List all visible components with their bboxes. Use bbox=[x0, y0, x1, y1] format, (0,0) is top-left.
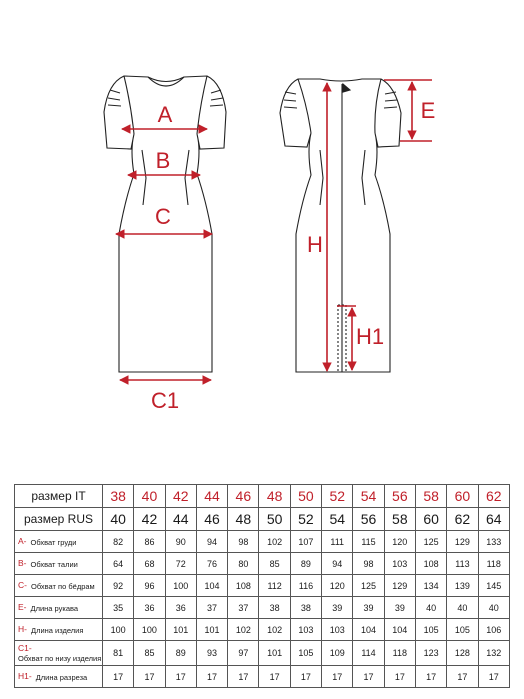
size-it-cell: 52 bbox=[322, 485, 353, 508]
measurement-value: 103 bbox=[322, 619, 353, 641]
measurement-value: 105 bbox=[447, 619, 478, 641]
measurement-label bbox=[15, 619, 103, 641]
measurement-value: 80 bbox=[228, 553, 259, 575]
measurement-value: 103 bbox=[290, 619, 321, 641]
size-it-cell: 54 bbox=[353, 485, 384, 508]
measurement-value: 112 bbox=[259, 575, 290, 597]
measurement-value: 38 bbox=[259, 597, 290, 619]
measurement-code: H- bbox=[18, 624, 27, 635]
size-rus-cell: 52 bbox=[290, 508, 321, 531]
size-it-cell: 58 bbox=[415, 485, 446, 508]
measurement-value: 145 bbox=[478, 575, 509, 597]
measurement-name: Длина рукава bbox=[30, 603, 79, 613]
measurement-value: 94 bbox=[196, 531, 227, 553]
sleeve-seam-left bbox=[298, 79, 311, 133]
size-row-it bbox=[15, 485, 510, 508]
measurement-value: 104 bbox=[353, 619, 384, 641]
measurement-value: 107 bbox=[290, 531, 321, 553]
measurement-value: 100 bbox=[103, 619, 134, 641]
measurement-value: 40 bbox=[478, 597, 509, 619]
measurement-value: 120 bbox=[322, 575, 353, 597]
measurement-value: 17 bbox=[228, 666, 259, 688]
size-rus-cell: 46 bbox=[196, 508, 227, 531]
measurement-value: 39 bbox=[322, 597, 353, 619]
measurement-value: 102 bbox=[259, 531, 290, 553]
label-h: H bbox=[307, 232, 323, 257]
size-rus-cell: 40 bbox=[103, 508, 134, 531]
measurement-value: 72 bbox=[165, 553, 196, 575]
measurement-value: 36 bbox=[165, 597, 196, 619]
measurement-value: 17 bbox=[134, 666, 165, 688]
measurement-value: 90 bbox=[165, 531, 196, 553]
measurement-value: 114 bbox=[353, 641, 384, 666]
measurement-label bbox=[15, 666, 103, 688]
sleeve-seam-right bbox=[375, 79, 381, 133]
measurement-value: 115 bbox=[353, 531, 384, 553]
sleeve-seam-right bbox=[197, 76, 207, 134]
measurement-label bbox=[15, 553, 103, 575]
measurement-label bbox=[15, 531, 103, 553]
measurement-value: 17 bbox=[384, 666, 415, 688]
label-c: C bbox=[155, 204, 171, 229]
size-rus-cell: 60 bbox=[415, 508, 446, 531]
measurement-value: 17 bbox=[353, 666, 384, 688]
measurement-value: 39 bbox=[353, 597, 384, 619]
measurement-value: 17 bbox=[322, 666, 353, 688]
measurement-value: 37 bbox=[228, 597, 259, 619]
waist-dart-right bbox=[185, 150, 189, 205]
back-neck-hook bbox=[343, 84, 350, 92]
measurement-code: H1- bbox=[18, 671, 32, 682]
measurement-value: 116 bbox=[290, 575, 321, 597]
label-e: E bbox=[420, 98, 436, 123]
measurement-value: 85 bbox=[259, 553, 290, 575]
row-label-rus: размер RUS bbox=[15, 508, 103, 531]
measurement-value: 89 bbox=[290, 553, 321, 575]
measurement-value: 102 bbox=[228, 619, 259, 641]
measurement-value: 108 bbox=[415, 553, 446, 575]
size-it-cell: 42 bbox=[165, 485, 196, 508]
measurement-code: C- bbox=[18, 580, 27, 591]
measurement-value: 97 bbox=[228, 641, 259, 666]
measurement-value: 128 bbox=[447, 641, 478, 666]
measurement-value: 81 bbox=[103, 641, 134, 666]
size-rus-cell: 58 bbox=[384, 508, 415, 531]
measurement-value: 82 bbox=[103, 531, 134, 553]
measurement-name: Обхват по низу изделия bbox=[18, 653, 102, 663]
measurement-row bbox=[15, 641, 510, 666]
label-b: B bbox=[155, 148, 171, 173]
waist-dart-left bbox=[320, 150, 323, 205]
measurement-value: 92 bbox=[103, 575, 134, 597]
size-rus-cell: 64 bbox=[478, 508, 509, 531]
row-label-it: размер IT bbox=[15, 485, 103, 508]
measurement-row bbox=[15, 666, 510, 688]
measurement-value: 98 bbox=[353, 553, 384, 575]
size-it-cell: 46 bbox=[228, 485, 259, 508]
measurement-value: 139 bbox=[447, 575, 478, 597]
gather-lines bbox=[108, 90, 121, 106]
measurement-value: 123 bbox=[415, 641, 446, 666]
measurement-value: 17 bbox=[447, 666, 478, 688]
measurement-value: 104 bbox=[384, 619, 415, 641]
measurement-row bbox=[15, 575, 510, 597]
measurement-name: Обхват по бёдрам bbox=[30, 581, 95, 591]
size-it-cell: 50 bbox=[290, 485, 321, 508]
size-it-cell: 60 bbox=[447, 485, 478, 508]
measurement-value: 35 bbox=[103, 597, 134, 619]
measurement-value: 101 bbox=[165, 619, 196, 641]
size-rus-cell: 44 bbox=[165, 508, 196, 531]
size-it-cell: 48 bbox=[259, 485, 290, 508]
measurement-code: A- bbox=[18, 536, 27, 547]
waist-dart-left bbox=[142, 150, 146, 205]
size-rus-cell: 54 bbox=[322, 508, 353, 531]
measurement-value: 125 bbox=[415, 531, 446, 553]
measurement-row bbox=[15, 619, 510, 641]
measurement-value: 118 bbox=[478, 553, 509, 575]
measurement-value: 132 bbox=[478, 641, 509, 666]
measurement-value: 39 bbox=[384, 597, 415, 619]
measurement-value: 17 bbox=[103, 666, 134, 688]
measurement-row bbox=[15, 553, 510, 575]
measurement-value: 129 bbox=[384, 575, 415, 597]
measurement-value: 134 bbox=[415, 575, 446, 597]
size-chart-table bbox=[14, 484, 510, 688]
measurement-value: 102 bbox=[259, 619, 290, 641]
size-it-cell: 44 bbox=[196, 485, 227, 508]
measurement-value: 129 bbox=[447, 531, 478, 553]
measurement-value: 76 bbox=[196, 553, 227, 575]
label-c1: C1 bbox=[150, 388, 180, 413]
measurement-code: C1- bbox=[18, 643, 32, 654]
measurement-value: 17 bbox=[290, 666, 321, 688]
measurement-value: 103 bbox=[384, 553, 415, 575]
measurement-name: Обхват талии bbox=[30, 559, 78, 569]
measurement-value: 100 bbox=[134, 619, 165, 641]
measurement-value: 17 bbox=[165, 666, 196, 688]
measurement-value: 68 bbox=[134, 553, 165, 575]
measurement-name: Длина разреза bbox=[35, 672, 88, 682]
measurement-value: 125 bbox=[353, 575, 384, 597]
measurement-name: Длина изделия bbox=[30, 625, 84, 635]
measurement-value: 100 bbox=[165, 575, 196, 597]
measurement-code: B- bbox=[18, 558, 27, 569]
measurement-value: 40 bbox=[415, 597, 446, 619]
waist-dart-right bbox=[362, 150, 365, 205]
measurement-value: 105 bbox=[415, 619, 446, 641]
measurement-value: 108 bbox=[228, 575, 259, 597]
measurement-value: 98 bbox=[228, 531, 259, 553]
measurement-label bbox=[15, 575, 103, 597]
sleeve-seam-left bbox=[124, 76, 134, 134]
size-it-cell: 38 bbox=[103, 485, 134, 508]
measurement-value: 86 bbox=[134, 531, 165, 553]
gather-lines bbox=[284, 92, 297, 108]
measurement-value: 101 bbox=[196, 619, 227, 641]
size-rus-cell: 48 bbox=[228, 508, 259, 531]
measurement-value: 94 bbox=[322, 553, 353, 575]
measurement-value: 17 bbox=[478, 666, 509, 688]
size-row-rus bbox=[15, 508, 510, 531]
measurement-value: 106 bbox=[478, 619, 509, 641]
measurement-value: 36 bbox=[134, 597, 165, 619]
measurement-value: 120 bbox=[384, 531, 415, 553]
measurement-name: Обхват груди bbox=[30, 537, 77, 547]
measurement-value: 118 bbox=[384, 641, 415, 666]
measurement-value: 105 bbox=[290, 641, 321, 666]
measurement-code: E- bbox=[18, 602, 27, 613]
size-it-cell: 62 bbox=[478, 485, 509, 508]
size-it-cell: 40 bbox=[134, 485, 165, 508]
measurement-value: 93 bbox=[196, 641, 227, 666]
measurement-value: 38 bbox=[290, 597, 321, 619]
measurement-value: 101 bbox=[259, 641, 290, 666]
label-a: A bbox=[157, 102, 173, 127]
label-h1: H1 bbox=[355, 324, 385, 349]
measurement-value: 111 bbox=[322, 531, 353, 553]
measurement-value: 133 bbox=[478, 531, 509, 553]
measurement-row bbox=[15, 597, 510, 619]
size-rus-cell: 50 bbox=[259, 508, 290, 531]
measurement-label bbox=[15, 641, 103, 666]
measurement-value: 17 bbox=[196, 666, 227, 688]
size-rus-cell: 56 bbox=[353, 508, 384, 531]
measurement-value: 104 bbox=[196, 575, 227, 597]
size-it-cell: 56 bbox=[384, 485, 415, 508]
measurement-value: 17 bbox=[415, 666, 446, 688]
measurement-value: 96 bbox=[134, 575, 165, 597]
measurement-value: 40 bbox=[447, 597, 478, 619]
measurement-value: 113 bbox=[447, 553, 478, 575]
measurement-value: 109 bbox=[322, 641, 353, 666]
measurement-value: 37 bbox=[196, 597, 227, 619]
measurement-row bbox=[15, 531, 510, 553]
size-rus-cell: 62 bbox=[447, 508, 478, 531]
measurement-value: 89 bbox=[165, 641, 196, 666]
measurement-value: 64 bbox=[103, 553, 134, 575]
measurement-value: 85 bbox=[134, 641, 165, 666]
measurement-value: 17 bbox=[259, 666, 290, 688]
measurement-label bbox=[15, 597, 103, 619]
size-rus-cell: 42 bbox=[134, 508, 165, 531]
